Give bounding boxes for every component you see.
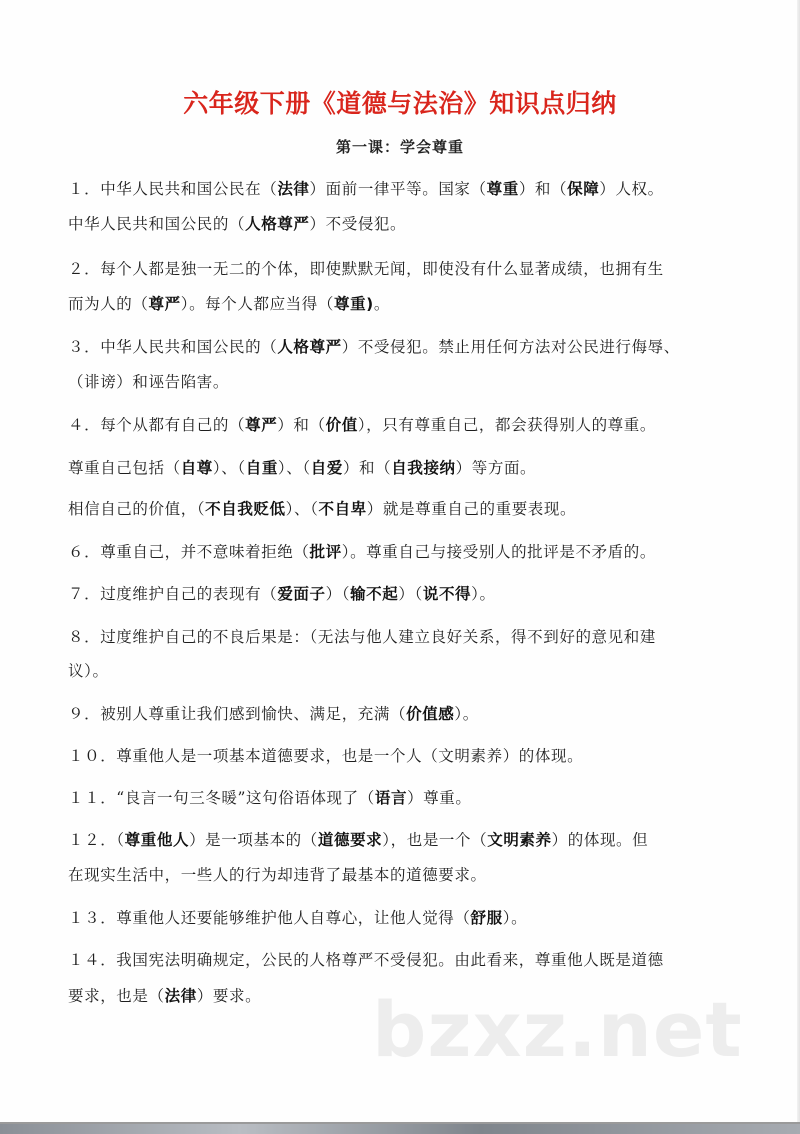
answer-term: 自重 xyxy=(245,459,278,477)
text-segment: ）、（ xyxy=(212,459,246,477)
answer-term: 法律 xyxy=(164,987,197,1005)
text-segment: １０．尊重他人是一项基本道德要求，也是一个人（文明素养）的体现。 xyxy=(68,747,584,765)
text-line xyxy=(68,661,728,681)
text-segment: ）。每个人都应当得（ xyxy=(180,295,334,313)
text-line xyxy=(68,830,728,850)
text-segment: ３．中华人民共和国公民的（ xyxy=(68,338,278,356)
text-segment: ）面前一律平等。国家（ xyxy=(309,180,487,198)
text-segment: ）等方面。 xyxy=(455,459,537,477)
text-segment: 而为人的（ xyxy=(68,295,149,313)
text-segment: １２．（ xyxy=(68,831,125,849)
text-line xyxy=(68,746,728,766)
answer-term: 文明素养 xyxy=(487,831,552,849)
text-line xyxy=(68,788,728,808)
text-segment: ）（ xyxy=(398,585,423,603)
answer-term: 舒服 xyxy=(470,909,503,927)
answer-term: 人格尊严 xyxy=(277,338,342,356)
answer-term: 人格尊严 xyxy=(245,215,310,233)
text-line xyxy=(68,584,728,604)
text-segment: 要求，也是（ xyxy=(68,987,165,1005)
page-title: 六年级下册《道德与法治》知识点归纳 xyxy=(183,89,617,118)
answer-term: 不自我贬低 xyxy=(205,500,286,518)
text-segment: １１．“良言一句三冬暖”这句俗语体现了（ xyxy=(68,789,375,807)
answer-term: 自尊 xyxy=(180,459,213,477)
text-segment: ），只有尊重自己，都会获得别人的尊重。 xyxy=(357,416,656,434)
text-line xyxy=(68,865,728,885)
text-segment: 相信自己的价值，（ xyxy=(68,500,206,518)
answer-term: 价值感 xyxy=(406,705,455,723)
text-segment: 在现实生活中，一些人的行为却违背了最基本的道德要求。 xyxy=(68,866,487,884)
text-segment: ８．过度维护自己的不良后果是：（无法与他人建立良好关系，得不到好的意见和建 xyxy=(68,628,656,646)
answer-term: 不自卑 xyxy=(318,500,367,518)
bottom-photo-strip xyxy=(0,1124,800,1134)
text-segment: ）。 xyxy=(502,909,528,927)
text-segment: ）尊重。 xyxy=(407,789,472,807)
text-segment: ６．尊重自己，并不意味着拒绝（ xyxy=(68,543,310,561)
text-segment: ）、（ xyxy=(277,459,311,477)
text-segment: ）不受侵犯。禁止用任何方法对公民进行侮辱、 xyxy=(341,338,680,356)
text-segment: ）和（ xyxy=(277,416,326,434)
text-segment: 尊重自己包括（ xyxy=(68,459,181,477)
text-line xyxy=(68,415,728,435)
text-line xyxy=(68,294,728,314)
text-segment: ）。尊重自己与接受别人的批评是不矛盾的。 xyxy=(341,543,656,561)
text-segment: ）是一项基本的（ xyxy=(189,831,318,849)
text-line xyxy=(68,950,728,970)
answer-term: 尊重他人 xyxy=(124,831,190,849)
text-segment: ）、（ xyxy=(285,500,319,518)
text-segment: ）人权。 xyxy=(599,180,664,198)
text-segment: ），也是一个（ xyxy=(382,831,488,849)
answer-term: 法律 xyxy=(277,180,310,198)
lesson-heading: 第一课：学会尊重 xyxy=(335,138,464,156)
text-line xyxy=(68,259,728,279)
answer-term: 尊重) xyxy=(333,295,374,313)
text-line xyxy=(68,908,728,928)
text-segment: ４．每个从都有自己的（ xyxy=(68,416,246,434)
text-line xyxy=(68,179,728,199)
answer-term: 说不得 xyxy=(422,585,472,603)
text-segment: ）不受侵犯。 xyxy=(309,215,407,233)
text-line xyxy=(68,372,728,392)
text-segment: （诽谤）和诬告陷害。 xyxy=(68,373,230,391)
text-segment: ２．每个人都是独一无二的个体，即使默默无闻，即使没有什么显著成绩，也拥有生 xyxy=(68,260,664,278)
answer-term: 尊重 xyxy=(486,180,519,198)
text-segment: １３．尊重他人还要能够维护他人自尊心，让他人觉得（ xyxy=(68,909,471,927)
answer-term: 语言 xyxy=(374,789,408,807)
answer-term: 尊严 xyxy=(245,416,278,434)
text-segment: ９．被别人尊重让我们感到愉快、满足，充满（ xyxy=(68,705,407,723)
text-line xyxy=(68,458,728,478)
text-segment: ）。 xyxy=(471,585,496,603)
answer-term: 保障 xyxy=(567,180,600,198)
text-line xyxy=(68,214,728,234)
text-segment: 。 xyxy=(373,295,390,313)
answer-term: 输不起 xyxy=(350,585,399,603)
answer-term: 批评 xyxy=(309,543,342,561)
text-line xyxy=(68,627,728,647)
text-segment: １．中华人民共和国公民在（ xyxy=(68,180,278,198)
text-segment: １４．我国宪法明确规定，公民的人格尊严不受侵犯。由此看来，尊重他人既是道德 xyxy=(68,951,664,969)
answer-term: 自我接纳 xyxy=(391,459,456,477)
answer-term: 价值 xyxy=(325,416,358,434)
text-line xyxy=(68,542,728,562)
answer-term: 自爱 xyxy=(310,459,343,477)
text-segment: ７．过度维护自己的表现有（ xyxy=(68,585,278,603)
answer-term: 道德要求 xyxy=(317,831,383,849)
text-segment: ）和（ xyxy=(342,459,392,477)
text-segment: ）（ xyxy=(325,585,351,603)
text-segment: ）。 xyxy=(454,705,479,723)
text-segment: ）和（ xyxy=(518,180,568,198)
watermark: bzxz.net xyxy=(372,985,743,1074)
text-segment: ）就是尊重自己的重要表现。 xyxy=(366,500,577,518)
text-line xyxy=(68,704,728,724)
text-segment: 中华人民共和国公民的（ xyxy=(68,215,246,233)
text-line xyxy=(68,337,728,357)
answer-term: 尊严 xyxy=(148,295,181,313)
answer-term: 爱面子 xyxy=(277,585,326,603)
text-line xyxy=(68,499,728,519)
text-segment: ）要求。 xyxy=(196,987,262,1005)
text-segment: 议）。 xyxy=(68,662,109,680)
text-segment: ）的体现。但 xyxy=(551,831,649,849)
